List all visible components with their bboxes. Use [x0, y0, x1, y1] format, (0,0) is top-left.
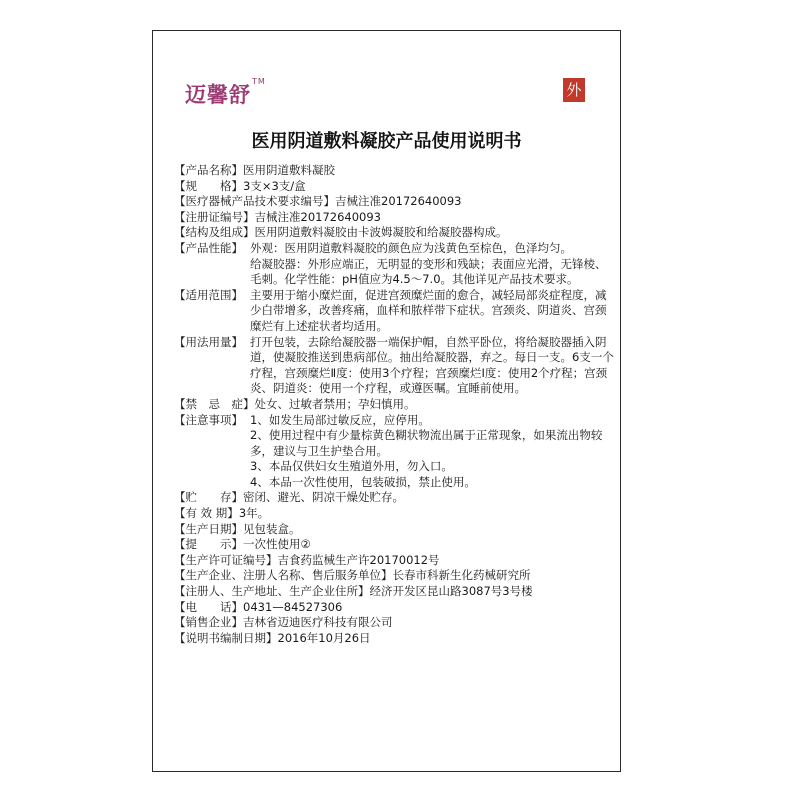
field-company [174, 568, 614, 584]
field-label: 【产品名称】 [174, 163, 243, 177]
field-label: 【注意事项】 [174, 412, 243, 427]
performance-line: 外观：医用阴道敷料凝胶的颜色应为浅黄色至棕色，色泽均匀。 [250, 240, 572, 255]
trademark-mark: TM [252, 77, 266, 86]
field-value: 处女、过敏者禁用；孕妇慎用。 [254, 396, 416, 411]
field-performance [174, 241, 614, 288]
field-license [174, 553, 614, 569]
field-value: 吉械注准20172640093 [335, 194, 462, 209]
field-value: 吉食药监械生产许20170012号 [277, 552, 440, 567]
field-label: 【注册证编号】 [174, 209, 255, 224]
document-body [174, 163, 614, 646]
performance-line: 给凝胶器：外形应端正，无明显的变形和残缺；表面应光滑，无锋棱、毛刺。化学性能：pH值应为4.5～7.0。其他详见产品技术要求。 [250, 256, 607, 287]
field-hint [174, 537, 614, 553]
field-label: 【电 话】 [174, 599, 243, 614]
field-value: 密闭、避光、阴凉干燥处贮存。 [243, 490, 404, 505]
field-value: 3年。 [238, 506, 270, 521]
field-label: 【产品性能】 [174, 240, 243, 255]
instruction-sheet [152, 30, 621, 772]
field-value: 吉林省迈迪医疗科技有限公司 [243, 615, 393, 630]
field-label: 【销售企业】 [174, 615, 243, 630]
field-label: 【医疗器械产品技术要求编号】 [174, 194, 335, 209]
field-label: 【贮 存】 [174, 490, 243, 505]
field-value: 见包装盒。 [243, 521, 301, 536]
field-label: 【结构及组成】 [174, 225, 255, 240]
field-value: 医用阴道敷料凝胶 [243, 163, 335, 177]
note-item: 1、如发生局部过敏反应，应停用。 [250, 412, 430, 427]
field-address [174, 584, 614, 600]
field-label: 【规 格】 [174, 178, 243, 193]
field-phone [174, 600, 614, 616]
field-seller [174, 615, 614, 631]
field-value: 2016年10月26日 [277, 630, 371, 645]
field-value [250, 241, 614, 288]
field-value: 一次性使用② [243, 537, 311, 552]
field-product-name [174, 163, 614, 179]
field-value: 3支×3支/盒 [243, 178, 306, 193]
field-label: 【注册人、生产地址、生产企业住所】 [174, 584, 370, 599]
field-label: 【有 效 期】 [174, 506, 239, 521]
field-spec [174, 179, 614, 195]
field-tech-req [174, 194, 614, 210]
field-value: 长春市科新生化药械研究所 [392, 568, 531, 583]
field-value [250, 413, 614, 491]
brand-logo: 迈馨舒™ [185, 77, 266, 107]
field-value: 主要用于缩小糜烂面，促进宫颈糜烂面的愈合，减轻局部炎症程度，减少白带增多，改善疼痛，血样和脓样带下症状。宫颈炎、阴道炎、宫颈糜烂有上述症状者均适用。 [250, 287, 607, 333]
field-composition [174, 225, 614, 241]
note-item: 4、本品一次性使用，包装破损，禁止使用。 [250, 474, 476, 489]
note-item: 3、本品仅供妇女生殖道外用，勿入口。 [250, 459, 453, 474]
field-label: 【生产日期】 [174, 521, 243, 536]
field-notes [174, 413, 614, 491]
field-label: 【说明书编制日期】 [174, 630, 278, 645]
field-value: 0431—84527306 [243, 599, 343, 614]
field-value: 医用阴道敷料凝胶由卡波姆凝胶和给凝胶器构成。 [254, 225, 508, 240]
field-value: 经济开发区昆山路3087号3号楼 [369, 584, 533, 599]
field-scope [174, 288, 614, 335]
field-value: 吉械注准20172640093 [254, 209, 381, 224]
field-label: 【适用范围】 [174, 287, 243, 302]
field-label: 【禁 忌 症】 [174, 396, 255, 411]
field-validity [174, 506, 614, 522]
field-label: 【生产许可证编号】 [174, 552, 278, 567]
field-label: 【提 示】 [174, 537, 243, 552]
field-label: 【生产企业、注册人名称、售后服务单位】 [174, 568, 393, 583]
document-title: 医用阴道敷料凝胶产品使用说明书 [251, 131, 522, 152]
field-reg-no [174, 210, 614, 226]
external-use-badge: 外 [563, 78, 585, 102]
field-contraindication [174, 397, 614, 413]
field-storage [174, 490, 614, 506]
field-production-date [174, 522, 614, 538]
note-item: 2、使用过程中有少量棕黄色糊状物流出属于正常现象，如果流出物较多，建议与卫生护垫合用。 [250, 428, 603, 458]
field-usage [174, 335, 614, 397]
field-value: 打开包装，去除给凝胶器一端保护帽，自然平卧位，将给凝胶器插入阴道，使凝胶推送到患病部位。抽出给凝胶器，弃之。每日一支。6支一个疗程，宫颈糜烂Ⅱ度：使用3个疗程；宫颈糜烂Ⅰ度：使用2个疗程；宫颈炎、阴道炎：使用一个疗程，或遵医嘱。宜睡前使用。 [250, 334, 614, 396]
field-edit-date [174, 631, 614, 647]
field-label: 【用法用量】 [174, 334, 243, 349]
